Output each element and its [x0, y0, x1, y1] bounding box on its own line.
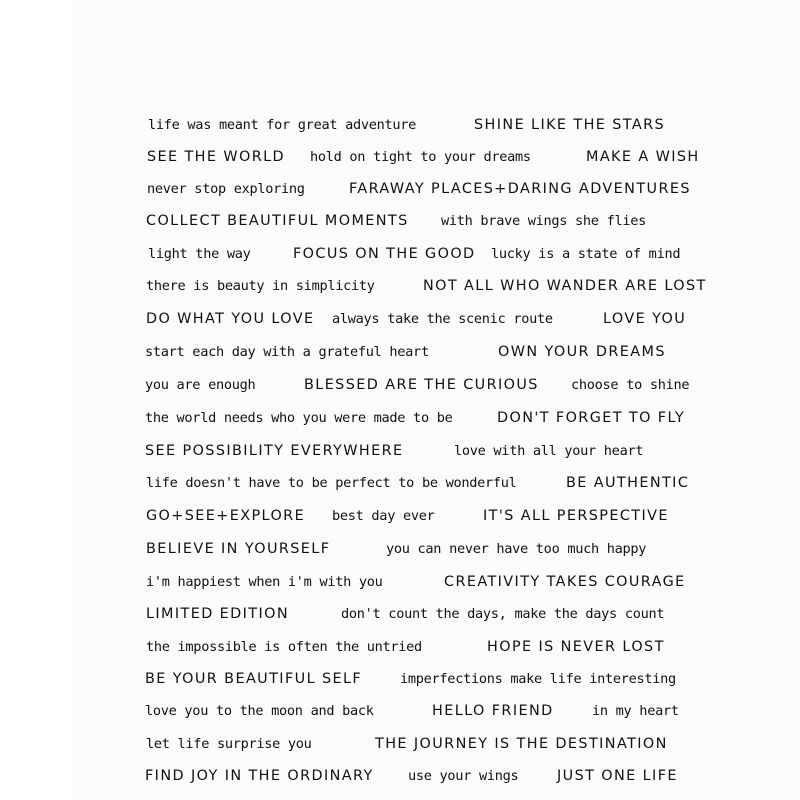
phrase: NOT ALL WHO WANDER ARE LOST [423, 278, 707, 294]
phrase: IT'S ALL PERSPECTIVE [483, 508, 669, 524]
phrase-row [0, 760, 800, 792]
phrase: LIMITED EDITION [146, 606, 290, 622]
phrase: COLLECT BEAUTIFUL MOMENTS [146, 213, 409, 229]
phrase: don't count the days, make the days count [341, 606, 665, 622]
phrase-row [0, 728, 800, 760]
phrase-row [0, 533, 800, 565]
phrase-row [0, 205, 800, 237]
phrase-row [0, 663, 800, 695]
phrase-row [0, 303, 800, 335]
phrase: FOCUS ON THE GOOD [293, 246, 476, 262]
phrase-row [0, 336, 800, 368]
phrase-row [0, 631, 800, 663]
phrase: choose to shine [571, 377, 690, 393]
phrase: DO WHAT YOU LOVE [146, 311, 315, 327]
phrase: LOVE YOU [603, 311, 687, 327]
phrase: HELLO FRIEND [432, 703, 554, 719]
phrase: SHINE LIKE THE STARS [474, 117, 666, 133]
phrase: lucky is a state of mind [491, 246, 681, 262]
phrase: life was meant for great adventure [148, 117, 417, 133]
phrase: MAKE A WISH [586, 149, 700, 165]
phrase: never stop exploring [147, 181, 305, 197]
phrase: life doesn't have to be perfect to be wonderful [146, 475, 517, 491]
phrase: hold on tight to your dreams [310, 149, 531, 165]
phrase: BE AUTHENTIC [566, 475, 690, 491]
phrase: the impossible is often the untried [146, 639, 422, 655]
phrase: imperfections make life interesting [400, 671, 676, 687]
phrase: JUST ONE LIFE [557, 768, 678, 784]
phrase: i'm happiest when i'm with you [146, 574, 383, 590]
phrase: start each day with a grateful heart [145, 344, 429, 360]
phrase: GO+SEE+EXPLORE [146, 508, 306, 524]
phrase: BE YOUR BEAUTIFUL SELF [145, 671, 363, 687]
phrase-row [0, 109, 800, 141]
phrase-row [0, 141, 800, 173]
phrase-row [0, 500, 800, 532]
phrase: the world needs who you were made to be [145, 410, 453, 426]
phrase-row [0, 598, 800, 630]
phrase: HOPE IS NEVER LOST [487, 639, 665, 655]
phrase: DON'T FORGET TO FLY [497, 410, 686, 426]
phrase: BELIEVE IN YOURSELF [146, 541, 331, 557]
phrase: with brave wings she flies [441, 213, 646, 229]
phrase-row [0, 173, 800, 205]
phrase: BLESSED ARE THE CURIOUS [304, 377, 539, 393]
phrase: OWN YOUR DREAMS [498, 344, 666, 360]
phrase: SEE THE WORLD [147, 149, 286, 165]
phrase: CREATIVITY TAKES COURAGE [444, 574, 686, 590]
phrase-row [0, 402, 800, 434]
phrase: let life surprise you [146, 736, 312, 752]
phrase: you can never have too much happy [386, 541, 647, 557]
phrase: love you to the moon and back [145, 703, 374, 719]
phrase: you are enough [145, 377, 256, 393]
phrase: FARAWAY PLACES+DARING ADVENTURES [349, 181, 691, 197]
phrase-row [0, 435, 800, 467]
phrase: always take the scenic route [332, 311, 553, 327]
phrase: love with all your heart [454, 443, 644, 459]
phrase: light the way [148, 246, 251, 262]
phrase-row [0, 695, 800, 727]
phrase: best day ever [332, 508, 435, 524]
phrase: use your wings [408, 768, 519, 784]
phrase-row [0, 467, 800, 499]
phrase: SEE POSSIBILITY EVERYWHERE [145, 443, 404, 459]
phrase-row [0, 238, 800, 270]
phrase: THE JOURNEY IS THE DESTINATION [375, 736, 668, 752]
phrase-row [0, 270, 800, 302]
phrase-row [0, 566, 800, 598]
phrase-row [0, 369, 800, 401]
phrase: in my heart [592, 703, 679, 719]
phrase: there is beauty in simplicity [146, 278, 375, 294]
phrase: FIND JOY IN THE ORDINARY [145, 768, 374, 784]
